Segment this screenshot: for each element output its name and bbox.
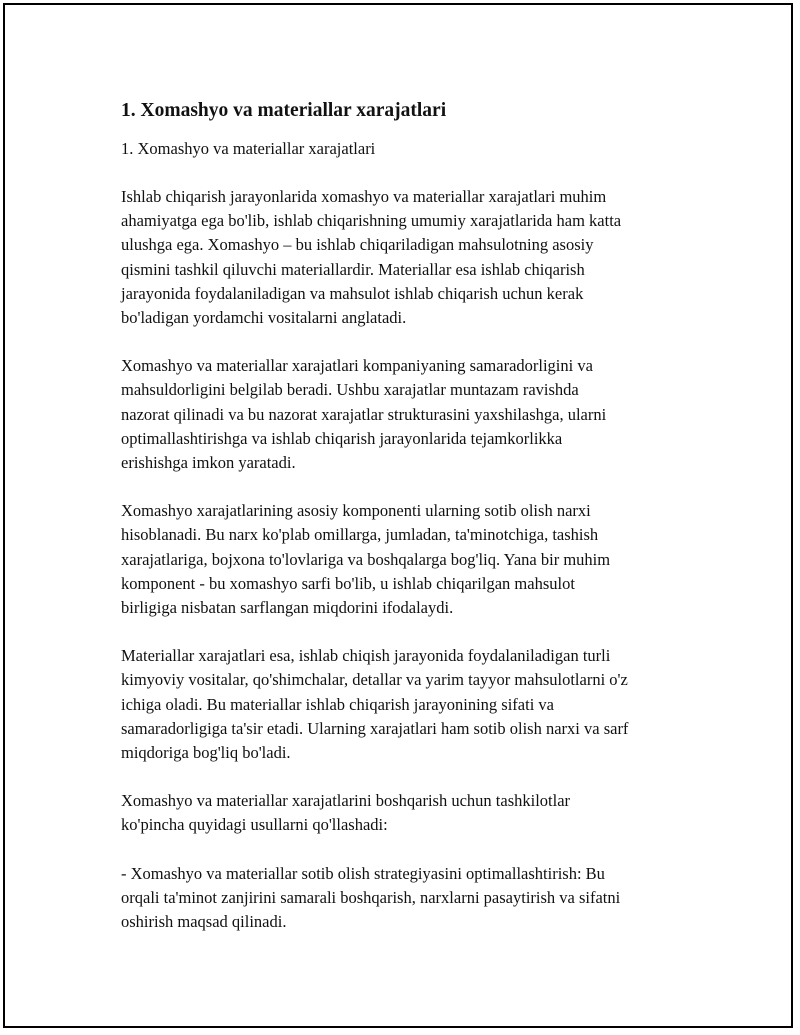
paragraph-line: Materiallar xarajatlari esa, ishlab chiqish jarayonida foydalaniladigan turli xyxy=(121,646,611,666)
paragraph-line: miqdoriga bog'liq bo'ladi. xyxy=(121,743,291,763)
paragraph-line: Xomashyo va materiallar xarajatlari kompaniyaning samaradorligini va xyxy=(121,356,593,376)
paragraph-line: ichiga oladi. Bu materiallar ishlab chiqarish jarayonining sifati va xyxy=(121,694,554,714)
paragraph-line: ko'pincha quyidagi usullarni qo'llashadi: xyxy=(121,815,388,835)
document-title: 1. Xomashyo va materiallar xarajatlari xyxy=(121,100,447,121)
paragraph-line: orqali ta'minot zanjirini samarali boshqarish, narxlarni pasaytirish va sifatni xyxy=(121,887,621,907)
paragraph-5 xyxy=(121,789,691,837)
paragraph-line: ulushga ega. Xomashyo – bu ishlab chiqariladigan mahsulotning asosiy xyxy=(121,235,594,255)
document-page xyxy=(3,3,793,1028)
paragraph-line: optimallashtirishga va ishlab chiqarish jarayonlarida tejamkorlikka xyxy=(121,428,563,448)
paragraph-line: nazorat qilinadi va bu nazorat xarajatlar strukturasini yaxshilashga, ularni xyxy=(121,404,607,424)
paragraph-line: jarayonida foydalaniladigan va mahsulot ishlab chiqarish uchun kerak xyxy=(121,283,584,303)
paragraph-line: Xomashyo xarajatlarining asosiy komponenti ularning sotib olish narxi xyxy=(121,501,591,521)
paragraph-line: - Xomashyo va materiallar sotib olish strategiyasini optimallashtirish: Bu xyxy=(121,863,605,883)
paragraph-line: oshirish maqsad qilinadi. xyxy=(121,912,287,932)
paragraph-line: qismini tashkil qiluvchi materiallardir. Materiallar esa ishlab chiqarish xyxy=(121,259,585,279)
paragraph-line: bo'ladigan yordamchi vositalarni anglatadi. xyxy=(121,308,407,328)
paragraph-line: kimyoviy vositalar, qo'shimchalar, detallar va yarim tayyor mahsulotlarni o'z xyxy=(121,670,628,690)
paragraph-line: komponent - bu xomashyo sarfi bo'lib, u ishlab chiqarilgan mahsulot xyxy=(121,573,575,593)
paragraph-2 xyxy=(121,354,691,475)
paragraph-line: Ishlab chiqarish jarayonlarida xomashyo va materiallar xarajatlari muhim xyxy=(121,187,607,206)
paragraph-1 xyxy=(121,185,691,330)
paragraph-line: mahsuldorligini belgilab beradi. Ushbu xarajatlar muntazam ravishda xyxy=(121,380,579,400)
paragraph-line: hisoblanadi. Bu narx ko'plab omillarga, jumladan, ta'minotchiga, tashish xyxy=(121,525,599,545)
section-heading: 1. Xomashyo va materiallar xarajatlari xyxy=(121,139,376,158)
paragraph-line: xarajatlariga, bojxona to'lovlariga va boshqalarga bog'liq. Yana bir muhim xyxy=(121,549,611,569)
paragraph-line: erishishga imkon yaratadi. xyxy=(121,453,296,473)
paragraph-4 xyxy=(121,644,691,765)
paragraph-line: birligiga nisbatan sarflangan miqdorini ifodalaydi. xyxy=(121,598,454,618)
paragraph-6 xyxy=(121,862,691,935)
document-content xyxy=(121,97,691,958)
paragraph-3 xyxy=(121,499,691,620)
paragraph-line: samaradorligiga ta'sir etadi. Ularning xarajatlari ham sotib olish narxi va sarf xyxy=(121,718,629,738)
paragraph-line: Xomashyo va materiallar xarajatlarini boshqarish uchun tashkilotlar xyxy=(121,791,571,811)
paragraph-line: ahamiyatga ega bo'lib, ishlab chiqarishning umumiy xarajatlarida ham katta xyxy=(121,211,622,231)
